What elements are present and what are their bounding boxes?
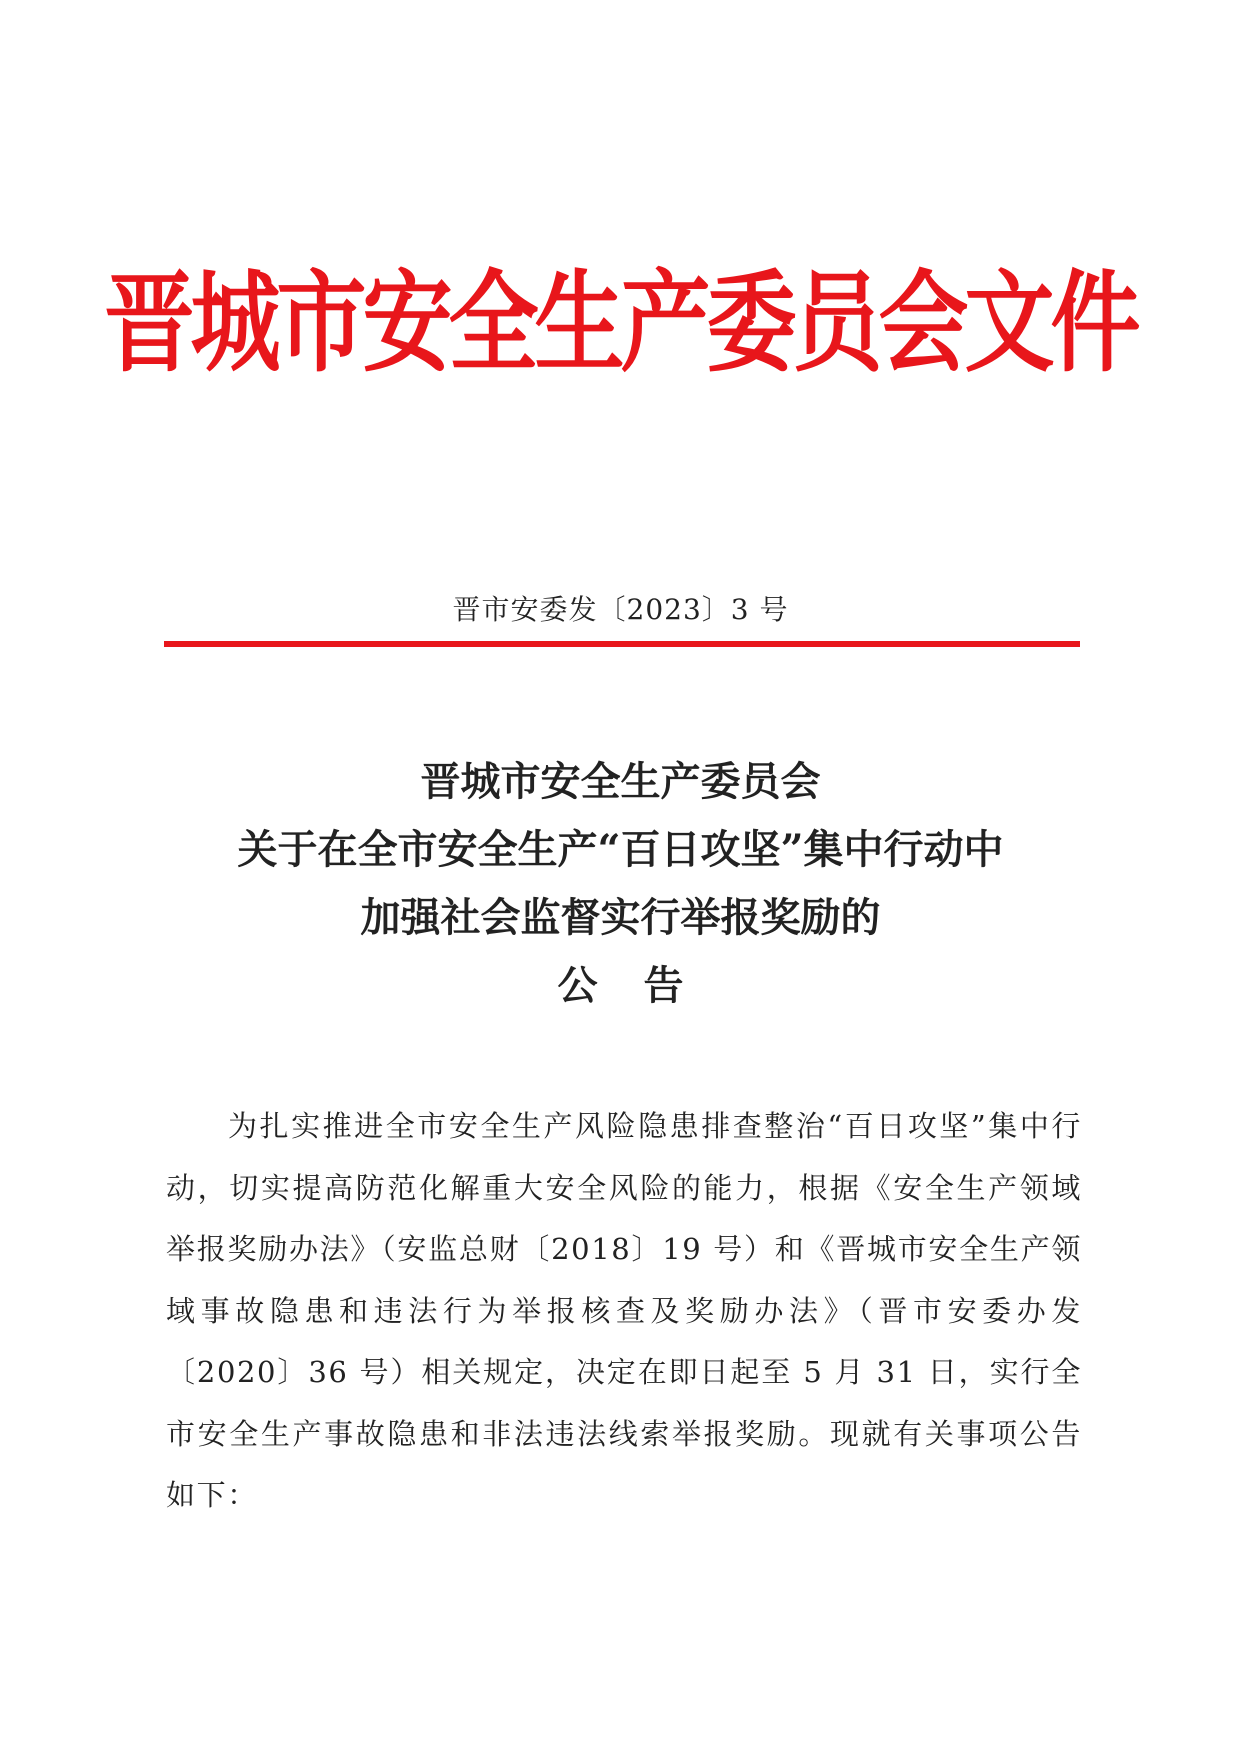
red-divider-line [164,641,1080,647]
document-number: 晋市安委发〔2023〕3 号 [452,593,789,626]
title-line-4: 公告 [557,962,730,1009]
announcement-title [0,748,1241,1020]
title-line-2: 关于在全市安全生产“百日攻坚”集中行动中 [237,826,1004,873]
title-line-1: 晋城市安全生产委员会 [420,758,821,805]
title-line-3: 加强社会监督实行举报奖励的 [360,894,881,941]
document-header-title: 晋城市安全生产委员会文件 [104,258,1137,388]
body-paragraph: 为扎实推进全市安全生产风险隐患排查整治“百日攻坚”集中行动，切实提高防范化解重大安全风险的能力，根据《安全生产领域举报奖励办法》（安监总财〔2018〕19 号）和《晋城市安全生产领域事故隐患和违法行为举报核查及奖励办法》（晋市安委办发〔2020〕36 号）相关规定，决定在即日起至 5 月 31 日，实行全市安全生产事故隐患和非法违法线索举报奖励。现就有关事项公告如下： [166,1109,1082,1512]
